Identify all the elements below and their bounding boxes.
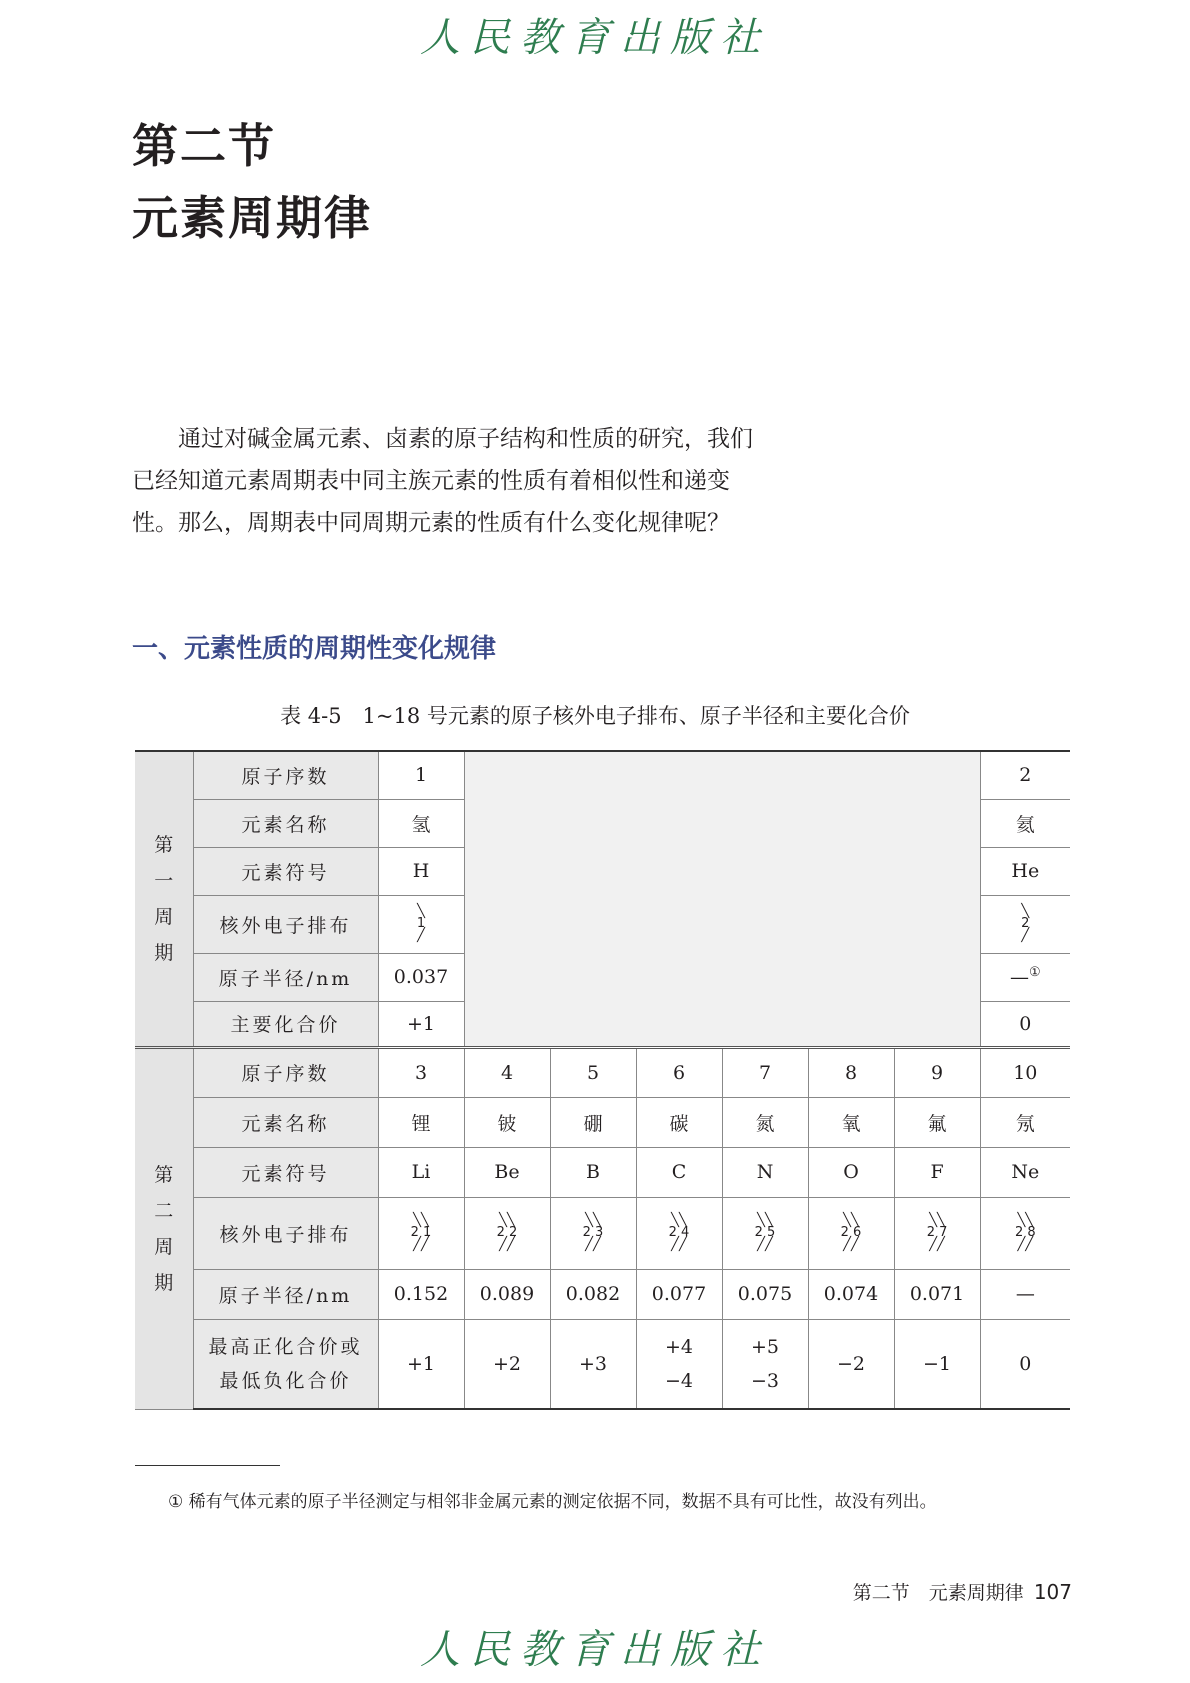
table-cell: 0 — [980, 1319, 1070, 1409]
shell-count: 2 5 — [754, 1225, 776, 1240]
row-label — [193, 1319, 378, 1409]
table-cell: 0.077 — [636, 1269, 722, 1319]
electron-diagram — [464, 1197, 550, 1269]
electron-diagram — [550, 1197, 636, 1269]
table-cell: 0.089 — [464, 1269, 550, 1319]
electron-diagram — [808, 1197, 894, 1269]
table-cell: 3 — [378, 1047, 464, 1097]
table-caption: 表 4-5 1~18 号元素的原子核外电子排布、原子半径和主要化合价 — [280, 704, 910, 728]
row-label: 原子半径/nm — [193, 1269, 378, 1319]
table-cell: 氟 — [894, 1097, 980, 1147]
table-cell: Li — [378, 1147, 464, 1197]
table-cell: 0.074 — [808, 1269, 894, 1319]
page-number: 107 — [1033, 1580, 1072, 1604]
table-cell: −2 — [808, 1319, 894, 1409]
electron-diagram — [894, 1197, 980, 1269]
table-row — [135, 1097, 1070, 1147]
shell-arc-icon: ╲╲ — [757, 1213, 773, 1228]
table-cell: +1 — [378, 1001, 464, 1047]
table-cell: −1 — [894, 1319, 980, 1409]
subheading: 一、元素性质的周期性变化规律 — [132, 634, 497, 664]
table-cell: 氢 — [378, 799, 464, 847]
section-title: 元素周期律 — [132, 191, 372, 245]
footnote-marker: ① — [1028, 965, 1041, 981]
electron-diagram — [378, 895, 464, 953]
shell-count: 2 4 — [668, 1225, 690, 1240]
shell-count: 2 2 — [496, 1225, 518, 1240]
row-label: 原子序数 — [193, 751, 378, 799]
table-cell: H — [378, 847, 464, 895]
row-label-line: 最低负化合价 — [219, 1369, 352, 1392]
shell-count: 2 — [1021, 916, 1030, 931]
table-cell: B — [550, 1147, 636, 1197]
shell-arc-icon: ╱╱ — [413, 1237, 429, 1252]
row-label: 元素符号 — [193, 847, 378, 895]
row-label: 元素名称 — [193, 1097, 378, 1147]
table-cell: 氦 — [980, 799, 1070, 847]
shell-arc-icon: ╱╱ — [585, 1237, 601, 1252]
running-footer — [853, 1578, 1072, 1605]
shell-arc-icon: ╱╱ — [499, 1237, 515, 1252]
section-number: 第二节 — [132, 119, 276, 173]
row-label: 核外电子排布 — [193, 895, 378, 953]
shell-arc-icon: ╲╲ — [671, 1213, 687, 1228]
period-2-label: 第二周期 — [154, 1163, 174, 1294]
row-label: 原子序数 — [193, 1047, 378, 1097]
electron-diagram — [980, 1197, 1070, 1269]
table-row — [135, 751, 1070, 799]
period-label — [135, 751, 193, 1047]
row-label: 元素名称 — [193, 799, 378, 847]
shell-count: 1 — [416, 916, 426, 931]
table-cell: 铍 — [464, 1097, 550, 1147]
table-cell: 0.037 — [378, 953, 464, 1001]
table-cell: 氮 — [722, 1097, 808, 1147]
table-cell: 10 — [980, 1047, 1070, 1097]
shell-count: 2 8 — [1014, 1225, 1036, 1240]
valence-negative: −4 — [664, 1369, 693, 1392]
running-title: 第二节 元素周期律 — [852, 1582, 1024, 1604]
table-cell: 硼 — [550, 1097, 636, 1147]
shell-arc-icon: ╱╱ — [1017, 1237, 1034, 1252]
table-cell: 0.075 — [722, 1269, 808, 1319]
table-cell: 氖 — [980, 1097, 1070, 1147]
table-cell: 6 — [636, 1047, 722, 1097]
table-cell — [980, 953, 1070, 1001]
publisher-logo-top: 人民教育出版社 — [420, 15, 770, 61]
table-cell: Be — [464, 1147, 550, 1197]
intro-paragraph: 通过对碱金属元素、卤素的原子结构和性质的研究，我们已经知道元素周期表中同主族元素的性质有着相似性和递变性。那么，周期表中同周期元素的性质有什么变化规律呢？ — [132, 426, 753, 536]
table-cell: +2 — [464, 1319, 550, 1409]
shell-arc-icon: ╱╱ — [671, 1237, 687, 1252]
table-cell: 1 — [378, 751, 464, 799]
radius-dash: — — [1009, 966, 1029, 989]
electron-diagram — [378, 1197, 464, 1269]
shell-count: 2 7 — [926, 1225, 948, 1240]
footnote: ① 稀有气体元素的原子半径测定与相邻非金属元素的测定依据不同，数据不具有可比性，故没有列出。 — [168, 1492, 937, 1512]
electron-diagram — [722, 1197, 808, 1269]
publisher-logo-bottom: 人民教育出版社 — [420, 1627, 770, 1673]
table-cell: O — [808, 1147, 894, 1197]
electron-diagram — [980, 895, 1070, 953]
table-cell: 碳 — [636, 1097, 722, 1147]
table-cell — [636, 1319, 722, 1409]
table-cell: 氧 — [808, 1097, 894, 1147]
table-cell — [722, 1319, 808, 1409]
table-cell: 5 — [550, 1047, 636, 1097]
table-row — [135, 1147, 1070, 1197]
table-cell: 锂 — [378, 1097, 464, 1147]
valence-positive: +4 — [664, 1335, 693, 1358]
row-label: 原子半径/nm — [193, 953, 378, 1001]
shell-arc-icon: ╱ — [1021, 928, 1030, 943]
table-cell: 0.071 — [894, 1269, 980, 1319]
shell-count: 2 1 — [410, 1225, 432, 1240]
table-cell: +3 — [550, 1319, 636, 1409]
element-table — [135, 750, 1070, 1410]
table-cell: 8 — [808, 1047, 894, 1097]
table-cell: Ne — [980, 1147, 1070, 1197]
table-cell: 9 — [894, 1047, 980, 1097]
shell-arc-icon: ╲╲ — [585, 1213, 601, 1228]
shell-arc-icon: ╲ — [417, 904, 425, 919]
empty-region — [464, 751, 980, 1047]
table-cell: 4 — [464, 1047, 550, 1097]
period-1-label: 第一周期 — [154, 833, 174, 964]
table-row — [135, 1047, 1070, 1097]
shell-count: 2 3 — [582, 1225, 604, 1240]
table-cell: C — [636, 1147, 722, 1197]
table-cell: 0.152 — [378, 1269, 464, 1319]
table-row — [135, 1269, 1070, 1319]
table-row — [135, 1319, 1070, 1409]
table-row — [135, 1197, 1070, 1269]
period-label — [135, 1047, 193, 1409]
shell-arc-icon: ╱ — [417, 928, 425, 943]
row-label: 元素符号 — [193, 1147, 378, 1197]
shell-arc-icon: ╱╱ — [843, 1237, 859, 1252]
row-label: 主要化合价 — [193, 1001, 378, 1047]
footnote-rule — [135, 1465, 280, 1466]
table-cell: +1 — [378, 1319, 464, 1409]
table-cell: 0.082 — [550, 1269, 636, 1319]
row-label: 核外电子排布 — [193, 1197, 378, 1269]
shell-arc-icon: ╲╲ — [929, 1213, 945, 1228]
row-label-line: 最高正化合价或 — [208, 1335, 363, 1358]
shell-arc-icon: ╱╱ — [757, 1237, 773, 1252]
electron-diagram — [636, 1197, 722, 1269]
valence-positive: +5 — [750, 1335, 779, 1358]
table-cell: 7 — [722, 1047, 808, 1097]
table-cell: 0 — [980, 1001, 1070, 1047]
table-cell: He — [980, 847, 1070, 895]
shell-arc-icon: ╲ — [1021, 904, 1030, 919]
shell-count: 2 6 — [840, 1225, 862, 1240]
shell-arc-icon: ╱╱ — [929, 1237, 945, 1252]
table-cell: F — [894, 1147, 980, 1197]
valence-negative: −3 — [750, 1369, 779, 1392]
shell-arc-icon: ╲╲ — [499, 1213, 515, 1228]
table-cell: 2 — [980, 751, 1070, 799]
table-cell: — — [980, 1269, 1070, 1319]
table-cell: N — [722, 1147, 808, 1197]
shell-arc-icon: ╲╲ — [1017, 1213, 1034, 1228]
shell-arc-icon: ╲╲ — [843, 1213, 859, 1228]
shell-arc-icon: ╲╲ — [413, 1213, 429, 1228]
